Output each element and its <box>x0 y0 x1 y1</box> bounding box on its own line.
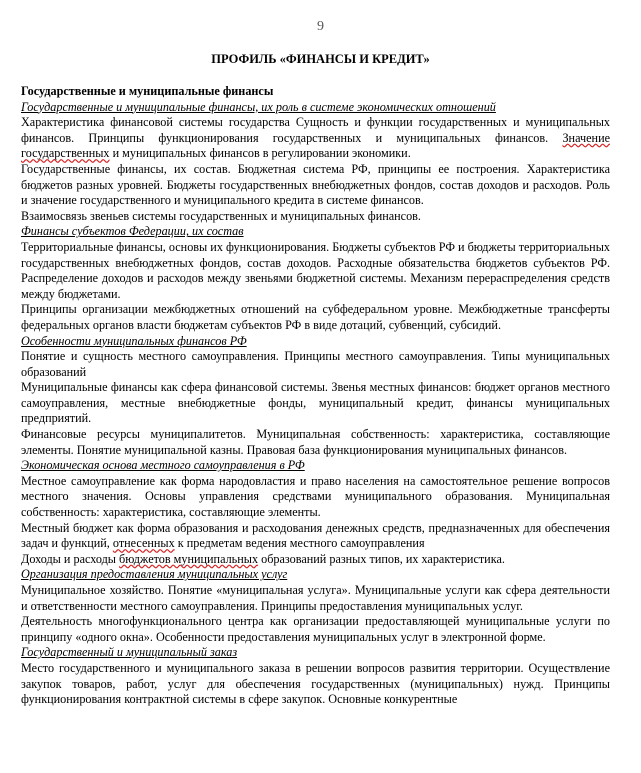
subsection-heading: Государственный и муниципальный заказ <box>21 645 238 660</box>
document-body <box>21 84 610 708</box>
paragraph-text: Взаимосвязь звеньев системы государственных и муниципальных финансов. <box>21 208 421 223</box>
paragraph-text: Муниципальное хозяйство. Понятие «муниципальная услуга». Муниципальные услуги как сфера деятельности и ответственности местного самоуправления. Принципы предоставления муниципальных услуг. <box>21 583 610 613</box>
paragraph <box>21 427 610 458</box>
paragraph <box>21 661 610 708</box>
paragraph-text: Характеристика финансовой системы государства Сущность и функции государственных и муниципальных финансов. Принципы функционирования государственных и муниципальных финансов. <box>21 115 610 145</box>
paragraph-text: Местный бюджет как форма образования и расходования денежных средств, предназначенных для обеспечения задач и функций, <box>21 520 610 551</box>
paragraph-text: Государственные финансы, их состав. Бюджетная система РФ, принципы ее построения. Характеристика бюджетов разных уровней. Бюджеты государственных внебюджетных фондов, состав доходов и расходов. Роль и значение государственного и муниципального кредита в системе финансов. <box>21 161 610 208</box>
document-title: ПРОФИЛЬ «ФИНАНСЫ И КРЕДИТ» <box>211 52 430 66</box>
spellcheck-flagged-text: Значение государственных <box>21 130 610 161</box>
subsection-heading: Экономическая основа местного самоуправления в РФ <box>21 458 305 473</box>
spellcheck-flagged-text: отнесенных <box>112 536 175 551</box>
paragraph-text: Муниципальные финансы как сфера финансовой системы. Звенья местных финансов: бюджет органов местного самоуправления, местные внебюджетные фонды, муниципальный кредит, финансы муниципальных предприятий. <box>21 380 610 426</box>
subsection-heading: Государственные и муниципальные финансы, их роль в системе экономических отношений <box>21 99 496 114</box>
subsection-heading: Финансы субъектов Федерации, их состав <box>21 224 244 239</box>
paragraph <box>21 552 610 568</box>
paragraph <box>21 583 610 614</box>
paragraph <box>21 474 610 521</box>
paragraph-text: Принципы организации межбюджетных отношений на субфедеральном уровне. Межбюджетные трансферты федеральных органов власти бюджетам субъектов РФ в виде дотаций, субвенций, субсидий. <box>21 302 610 332</box>
paragraph <box>21 209 610 225</box>
page-number: 9 <box>317 19 324 34</box>
paragraph-text: Понятие и сущность местного самоуправления. Принципы местного самоуправления. Типы муниципальных образований <box>21 349 610 379</box>
paragraph <box>21 302 610 333</box>
paragraph-text: и муниципальных финансов в регулировании экономики. <box>109 146 411 161</box>
paragraph-text: Доходы и расходы <box>21 551 120 566</box>
spellcheck-flagged-text: бюджетов муниципальных <box>119 551 259 566</box>
subsection-heading: Организация предоставления муниципальных услуг <box>21 567 288 582</box>
paragraph <box>21 380 610 427</box>
section-heading: Государственные и муниципальные финансы <box>21 84 274 98</box>
paragraph <box>21 115 610 162</box>
paragraph-text: Местное самоуправление как форма народовластия и право населения на самостоятельное решение вопросов местного значения. Основы управления средствами муниципального образования. Муниципальная собственность: характеристика, составляющие элементы. <box>21 473 610 520</box>
subsection-heading: Особенности муниципальных финансов РФ <box>21 333 247 348</box>
paragraph <box>21 614 610 645</box>
paragraph <box>21 162 610 209</box>
paragraph-text: Деятельность многофункционального центра как организации предоставляющей муниципальные услуги по принципу «одного окна». Особенности предоставления муниципальных услуг в электронной форме. <box>21 614 610 644</box>
paragraph-text: Территориальные финансы, основы их функционирования. Бюджеты субъектов РФ и бюджеты территориальных государственных внебюджетных фондов, состав доходов. Расходные обязательства бюджетов субъектов РФ. Распределение доходов и расходов между звеньями бюджетной системы. Механизм перераспределения средств между бюджетами. <box>21 239 610 301</box>
paragraph-text: Место государственного и муниципального заказа в решении вопросов развития территории. Осуществление закупок товаров, работ, услуг для обеспечения государственных (муниципальных) нужд. Принципы функционирования контрактной системы в сфере закупок. Основные конкурентные <box>21 660 610 707</box>
paragraph <box>21 521 610 552</box>
paragraph <box>21 240 610 302</box>
paragraph <box>21 349 610 380</box>
paragraph-text: Финансовые ресурсы муниципалитетов. Муниципальная собственность: характеристика, составляющие элементы. Понятие муниципальной казны. Правовая база функционирования муниципальных финансов. <box>21 427 610 457</box>
paragraph-text: образований разных типов, их характеристика. <box>258 551 505 566</box>
paragraph-text: к предметам ведения местного самоуправления <box>174 536 425 551</box>
